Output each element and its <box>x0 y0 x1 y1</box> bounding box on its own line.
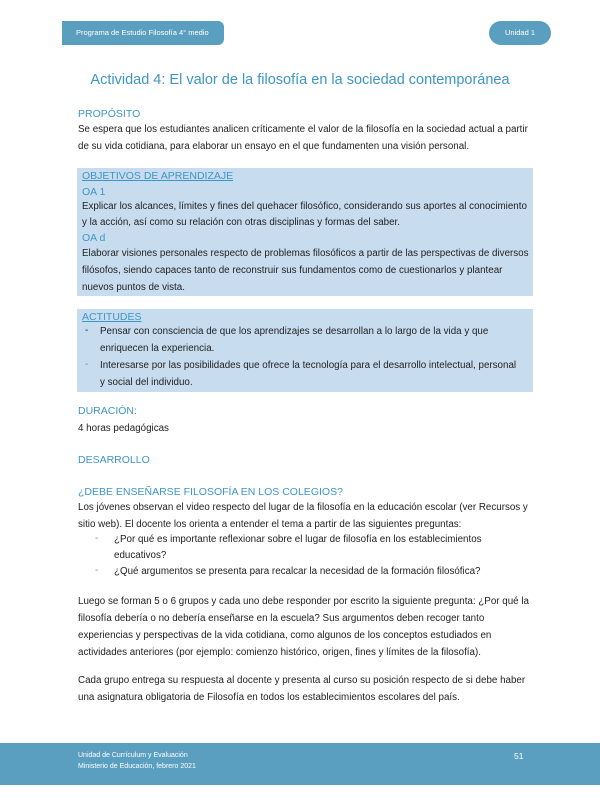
proposito-heading: PROPÓSITO <box>78 108 141 120</box>
p2-line-3: experiencias y perspectivas de la vida cotidiana, como algunos de los conceptos estudiados en <box>78 630 492 641</box>
question-bullet-1: - <box>95 533 99 544</box>
actitud-1-line-2: enriquecen la experiencia. <box>100 343 215 354</box>
unit-badge: Unidad 1 <box>489 21 551 45</box>
actitud-2-line-2: y social del individuo. <box>100 377 193 388</box>
oa1-line-1: Explicar los alcances, límites y fines del quehacer filosófico, considerando sus aportes al conocimiento <box>82 201 527 212</box>
oa1-line-2: y la acción, así como su relación con otras disciplinas y formas del saber. <box>82 217 401 228</box>
program-header: Programa de Estudio Filosofía 4° medio <box>62 21 224 45</box>
actitudes-bullet-1: - <box>85 325 89 336</box>
duracion-heading: DURACIÓN: <box>78 405 137 417</box>
actitudes-bullet-2: - <box>85 359 89 370</box>
oa1-label: OA 1 <box>82 186 106 198</box>
proposito-line-2: de su vida cotidiana, para elaborar un ensayo en el que fundamenten una visión personal. <box>78 141 470 152</box>
duracion-value: 4 horas pedagógicas <box>78 423 169 434</box>
question-1-line-2: educativos? <box>114 550 167 561</box>
desarrollo-subheading: ¿DEBE ENSEÑARSE FILOSOFÍA EN LOS COLEGIOS? <box>78 486 343 498</box>
p2-line-2: filosofía debería o no debería enseñarse en la escuela? Sus argumentos deben recoger tanto <box>78 613 485 624</box>
oad-line-3: nuevos puntos de vista. <box>82 282 185 293</box>
question-bullet-2: - <box>95 565 99 576</box>
oad-line-1: Elaborar visiones personales respecto de problemas filosóficos a partir de las perspectivas de diversos <box>82 248 529 259</box>
activity-title: Actividad 4: El valor de la filosofía en la sociedad contemporánea <box>90 72 510 88</box>
actitud-2-line-1: Interesarse por las posibilidades que ofrece la tecnología para el desarrollo intelectual, personal <box>100 360 517 371</box>
oad-line-2: filósofos, siendo capaces tanto de reconstruir sus fundamentos como de cuestionarlos y plantear <box>82 265 503 276</box>
p2-line-1: Luego se forman 5 o 6 grupos y cada uno debe responder por escrito la siguiente pregunta: ¿Por qué la <box>78 596 529 607</box>
oad-label: OA d <box>82 232 106 244</box>
question-1-line-1: ¿Por qué es importante reflexionar sobre el lugar de filosofía en los establecimientos <box>114 534 482 545</box>
p3-line-2: una asignatura obligatoria de Filosofía en todos los establecimientos escolares del país. <box>78 692 460 703</box>
p2-line-4: actividades anteriores (por ejemplo: comienzo histórico, origen, fines y límites de la filosofía). <box>78 647 481 658</box>
intro-line-2: sitio web). El docente los orienta a entender el tema a partir de las siguientes preguntas: <box>78 519 462 530</box>
p3-line-1: Cada grupo entrega su respuesta al docente y presenta al curso su posición respecto de si debe haber <box>78 675 526 686</box>
page-number: 51 <box>514 751 524 761</box>
actitud-1-line-1: Pensar con consciencia de que los aprendizajes se desarrollan a lo largo de la vida y que <box>100 326 489 337</box>
page-footer <box>0 743 600 785</box>
desarrollo-heading: DESARROLLO <box>78 454 150 466</box>
actitudes-heading: ACTITUDES <box>82 311 142 323</box>
question-2: ¿Qué argumentos se presenta para recalcar la necesidad de la formación filosófica? <box>114 566 481 577</box>
objetivos-heading: OBJETIVOS DE APRENDIZAJE <box>82 170 234 182</box>
intro-line-1: Los jóvenes observan el video respecto del lugar de la filosofía en la educación escolar (ver Recursos y <box>78 502 528 513</box>
proposito-line-1: Se espera que los estudiantes analicen críticamente el valor de la filosofía en la sociedad actual a partir <box>78 124 528 135</box>
footer-ministry: Ministerio de Educación, febrero 2021 <box>78 763 196 770</box>
footer-unit: Unidad de Currículum y Evaluación <box>78 752 188 759</box>
